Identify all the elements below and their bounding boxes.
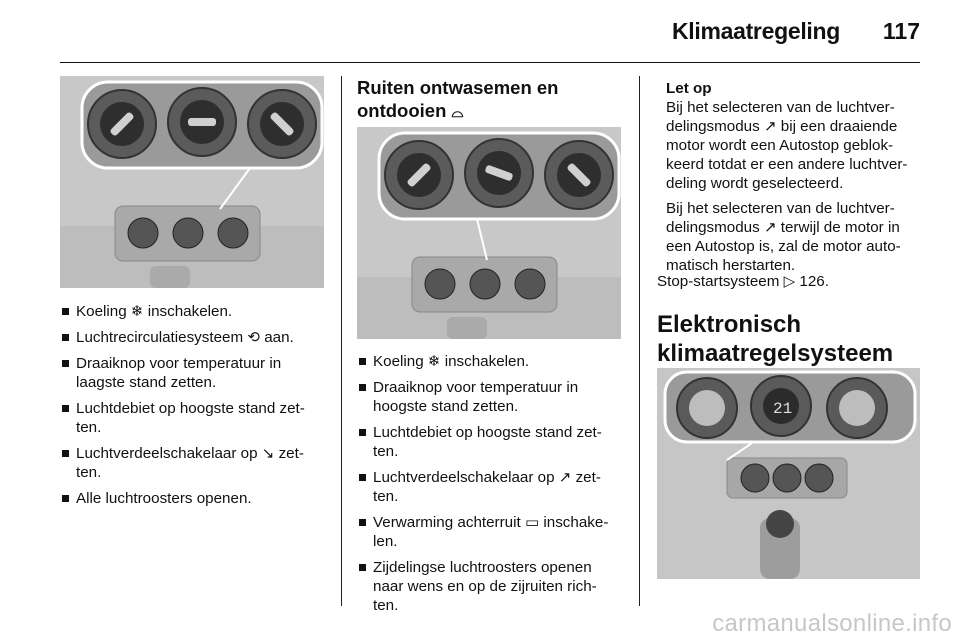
bullet-square-icon bbox=[359, 429, 366, 436]
bullet-list-column-1 bbox=[61, 302, 331, 515]
column-divider-1 bbox=[341, 76, 342, 606]
feet-airflow-icon: ↘ bbox=[261, 445, 275, 462]
bullet-square-icon bbox=[359, 474, 366, 481]
rear-window-heating-icon: ▭ bbox=[524, 514, 540, 531]
list-item: Luchtdebiet op hoogste stand zet‑ ten. bbox=[61, 399, 331, 437]
bullet-square-icon bbox=[62, 334, 69, 341]
manual-climate-panel-illustration-2 bbox=[357, 127, 621, 339]
bullet-square-icon bbox=[359, 564, 366, 571]
snowflake-icon: ❄ bbox=[130, 303, 144, 320]
bullet-square-icon bbox=[62, 360, 69, 367]
bullet-square-icon bbox=[62, 405, 69, 412]
section-heading-defrost: Ruiten ontwasemen en ontdooien ⌓ bbox=[357, 77, 559, 121]
electronic-climate-panel-illustration bbox=[657, 368, 920, 579]
list-item: Luchtdebiet op hoogste stand zet‑ ten. bbox=[358, 423, 626, 461]
list-item: Luchtrecirculatiesysteem ⟲ aan. bbox=[61, 328, 331, 347]
list-item: Luchtverdeelschakelaar op ↘ zet‑ ten. bbox=[61, 444, 331, 482]
page-number: 117 bbox=[882, 18, 920, 44]
snowflake-icon: ❄ bbox=[427, 353, 441, 370]
note-label: Let op bbox=[666, 80, 712, 97]
windscreen-feet-airflow-icon: ↗ bbox=[763, 219, 777, 236]
recirculation-icon: ⟲ bbox=[247, 329, 260, 346]
list-item: Alle luchtroosters openen. bbox=[61, 489, 331, 508]
figure-manual-climate-panel-2 bbox=[357, 127, 621, 339]
bullet-square-icon bbox=[62, 308, 69, 315]
list-item: Koeling ❄ inschakelen. bbox=[358, 352, 626, 371]
svg-text:21: 21 bbox=[773, 400, 793, 418]
manual-climate-panel-illustration bbox=[60, 76, 324, 288]
bullet-square-icon bbox=[62, 495, 69, 502]
bullet-square-icon bbox=[359, 358, 366, 365]
figure-electronic-climate-panel bbox=[657, 368, 920, 579]
header-rule bbox=[60, 62, 920, 63]
list-item: Luchtverdeelschakelaar op ↗ zet‑ ten. bbox=[358, 468, 626, 506]
page-reference-icon: ▷ bbox=[783, 273, 796, 290]
list-item: Koeling ❄ inschakelen. bbox=[61, 302, 331, 321]
windscreen-feet-airflow-icon: ↗ bbox=[763, 118, 777, 135]
list-item: Verwarming achterruit ▭ inschake‑ len. bbox=[358, 513, 626, 551]
windscreen-defrost-icon: ⌓ bbox=[451, 104, 464, 121]
stop-start-reference: Stop-startsysteem ▷ 126. bbox=[657, 273, 829, 290]
windscreen-feet-airflow-icon: ↗ bbox=[558, 469, 572, 486]
bullet-list-column-2 bbox=[358, 352, 626, 622]
figure-manual-climate-panel-1 bbox=[60, 76, 324, 288]
bullet-square-icon bbox=[359, 519, 366, 526]
bullet-square-icon bbox=[62, 450, 69, 457]
note-box bbox=[666, 79, 928, 281]
list-item: Zijdelingse luchtroosters openen naar wens en op de zijruiten rich‑ ten. bbox=[358, 558, 626, 615]
column-divider-2 bbox=[639, 76, 640, 606]
watermark: carmanualsonline.info bbox=[712, 610, 952, 637]
note-paragraph-2: Bij het selecteren van de luchtver‑ delingsmodus ↗ terwijl de motor in een Autostop is, zal de motor auto‑ matisch herstarten. bbox=[666, 200, 901, 274]
note-paragraph-1: Bij het selecteren van de luchtver‑ delingsmodus ↗ bij een draaiende motor wordt een Autostop geblok‑ keerd totdat er een andere luchtver‑ deling wordt geselecteerd. bbox=[666, 99, 908, 192]
section-heading-electronic-climate: Elektronisch klimaatregelsysteem bbox=[657, 311, 894, 367]
list-item: Draaiknop voor temperatuur in laagste stand zetten. bbox=[61, 354, 331, 392]
list-item: Draaiknop voor temperatuur in hoogste stand zetten. bbox=[358, 378, 626, 416]
bullet-square-icon bbox=[359, 384, 366, 391]
running-header-title: Klimaatregeling bbox=[671, 18, 840, 44]
